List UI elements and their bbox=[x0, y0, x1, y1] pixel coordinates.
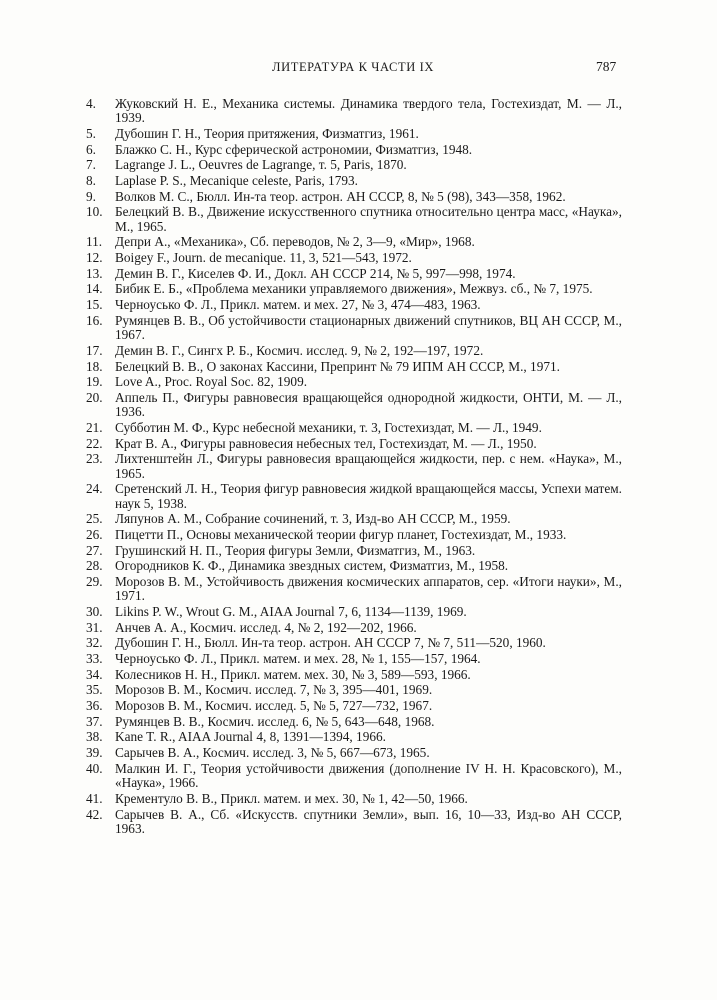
reference-entry bbox=[0, 730, 622, 744]
reference-text: Love A., Proc. Royal Soc. 82, 1909. bbox=[115, 374, 308, 390]
reference-entry bbox=[0, 127, 622, 141]
reference-entry bbox=[0, 512, 622, 526]
reference-entry bbox=[0, 391, 622, 420]
reference-text: Дубошин Г. Н., Теория притяжения, Физматгиз, 1961. bbox=[115, 125, 419, 141]
reference-entry bbox=[0, 421, 622, 435]
reference-text: Демин В. Г., Киселев Ф. И., Докл. АН СССР 214, № 5, 997—998, 1974. bbox=[115, 265, 516, 281]
running-title: ЛИТЕРАТУРА К ЧАСТИ IX bbox=[272, 60, 434, 74]
reference-number: 23. bbox=[86, 451, 103, 467]
reference-number: 34. bbox=[86, 666, 103, 682]
reference-number: 22. bbox=[86, 435, 103, 451]
reference-entry bbox=[0, 746, 622, 760]
reference-number: 29. bbox=[86, 573, 103, 589]
reference-text: Огородников К. Ф., Динамика звездных систем, Физматгиз, М., 1958. bbox=[115, 558, 509, 574]
reference-number: 35. bbox=[86, 682, 103, 698]
reference-text: Морозов В. М., Устойчивость движения космических аппаратов, сер. «Итоги науки», М., 1971. bbox=[115, 573, 622, 604]
reference-entry bbox=[0, 715, 622, 729]
reference-number: 14. bbox=[86, 281, 103, 297]
reference-text: Likins P. W., Wrout G. M., AIAA Journal 7, 6, 1134—1139, 1969. bbox=[115, 603, 467, 619]
reference-text: Крементуло В. В., Прикл. матем. и мех. 30, № 1, 42—50, 1966. bbox=[115, 790, 468, 806]
reference-number: 42. bbox=[86, 806, 103, 822]
reference-text: Малкин И. Г., Теория устойчивости движения (дополнение IV Н. Н. Красовского), М., «Наука», 1966. bbox=[115, 760, 622, 791]
reference-number: 5. bbox=[86, 125, 96, 141]
reference-text: Ляпунов А. М., Собрание сочинений, т. 3, Изд-во АН СССР, М., 1959. bbox=[115, 511, 511, 527]
reference-entry bbox=[0, 559, 622, 573]
reference-text: Черноусько Ф. Л., Прикл. матем. и мех. 27, № 3, 474—483, 1963. bbox=[115, 297, 481, 313]
reference-text: Аппель П., Фигуры равновесия вращающейся однородной жидкости, ОНТИ, М. — Л., 1936. bbox=[115, 389, 622, 420]
reference-text: Сарычев В. А., Космич. исслед. 3, № 5, 667—673, 1965. bbox=[115, 745, 430, 761]
reference-text: Белецкий В. В., Движение искусственного спутника относительно центра масс, «Наука», М., 1965. bbox=[115, 204, 622, 234]
reference-entry bbox=[0, 251, 622, 265]
reference-entry bbox=[0, 143, 622, 157]
reference-entry bbox=[0, 314, 622, 343]
reference-entry bbox=[0, 298, 622, 312]
reference-entry bbox=[0, 158, 622, 172]
reference-entry bbox=[0, 344, 622, 358]
reference-number: 8. bbox=[86, 173, 96, 189]
reference-text: Laplase P. S., Mecanique celeste, Paris, 1793. bbox=[115, 173, 358, 189]
reference-number: 40. bbox=[86, 760, 103, 776]
reference-text: Лихтенштейн Л., Фигуры равновесия вращающейся жидкости, пер. с нем. «Наука», М., 1965. bbox=[115, 451, 622, 481]
reference-number: 36. bbox=[86, 698, 103, 714]
page-header bbox=[0, 60, 717, 80]
reference-number: 12. bbox=[86, 250, 103, 266]
page-number: 787 bbox=[596, 59, 617, 74]
reference-entry bbox=[0, 621, 622, 635]
reference-text: Волков М. С., Бюлл. Ин-та теор. астрон. АН СССР, 8, № 5 (98), 343—358, 1962. bbox=[115, 188, 566, 204]
reference-entry bbox=[0, 792, 622, 806]
reference-text: Грушинский Н. П., Теория фигуры Земли, Физматгиз, М., 1963. bbox=[115, 542, 476, 558]
reference-number: 20. bbox=[86, 389, 103, 405]
reference-entry bbox=[0, 528, 622, 542]
reference-text: Румянцев В. В., Космич. исслед. 6, № 5, 643—648, 1968. bbox=[115, 713, 435, 729]
reference-number: 7. bbox=[86, 157, 96, 173]
reference-entry bbox=[0, 652, 622, 666]
reference-number: 27. bbox=[86, 542, 103, 558]
reference-entry bbox=[0, 235, 622, 249]
reference-entry bbox=[0, 482, 622, 511]
reference-entry bbox=[0, 437, 622, 451]
reference-number: 10. bbox=[86, 204, 103, 220]
reference-entry bbox=[0, 190, 622, 204]
reference-number: 28. bbox=[86, 558, 103, 574]
reference-number: 15. bbox=[86, 297, 103, 313]
reference-text: Boigey F., Journ. de mecanique. 11, 3, 521—543, 1972. bbox=[115, 250, 412, 266]
reference-entry bbox=[0, 668, 622, 682]
reference-entry bbox=[0, 282, 622, 296]
reference-text: Румянцев В. В., Об устойчивости стационарных движений спутников, ВЦ АН СССР, М., 1967. bbox=[115, 312, 622, 343]
reference-number: 21. bbox=[86, 419, 103, 435]
reference-list bbox=[0, 97, 717, 837]
reference-entry bbox=[0, 452, 622, 481]
reference-entry bbox=[0, 174, 622, 188]
reference-number: 6. bbox=[86, 141, 96, 157]
reference-entry bbox=[0, 699, 622, 713]
reference-text: Крат В. А., Фигуры равновесия небесных тел, Гостехиздат, М. — Л., 1950. bbox=[115, 435, 537, 451]
reference-text: Анчев А. А., Космич. исслед. 4, № 2, 192—202, 1966. bbox=[115, 619, 417, 635]
reference-entry bbox=[0, 360, 622, 374]
reference-text: Сретенский Л. Н., Теория фигур равновесия жидкой вращающейся массы, Успехи матем. наук 5, 1938. bbox=[115, 481, 622, 511]
reference-text: Пицетти П., Основы механической теории фигур планет, Гостехиздат, М., 1933. bbox=[115, 526, 567, 542]
reference-entry bbox=[0, 97, 622, 126]
reference-entry bbox=[0, 544, 622, 558]
reference-number: 17. bbox=[86, 342, 103, 358]
reference-number: 19. bbox=[86, 374, 103, 390]
reference-text: Lagrange J. L., Oeuvres de Lagrange, т. 5, Paris, 1870. bbox=[115, 157, 407, 173]
reference-text: Жуковский Н. Е., Механика системы. Динамика твердого тела, Гостехиздат, М. — Л., 1939. bbox=[115, 96, 622, 126]
reference-entry bbox=[0, 808, 622, 837]
reference-number: 38. bbox=[86, 729, 103, 745]
reference-text: Белецкий В. В., О законах Кассини, Препринт № 79 ИПМ АН СССР, М., 1971. bbox=[115, 358, 560, 374]
reference-entry bbox=[0, 267, 622, 281]
reference-entry bbox=[0, 683, 622, 697]
reference-number: 41. bbox=[86, 790, 103, 806]
reference-number: 13. bbox=[86, 265, 103, 281]
reference-text: Черноусько Ф. Л., Прикл. матем. и мех. 28, № 1, 155—157, 1964. bbox=[115, 651, 481, 667]
reference-number: 18. bbox=[86, 358, 103, 374]
reference-entry bbox=[0, 605, 622, 619]
reference-text: Блажко С. Н., Курс сферической астрономии, Физматгиз, 1948. bbox=[115, 141, 473, 157]
reference-text: Депри А., «Механика», Сб. переводов, № 2, 3—9, «Мир», 1968. bbox=[115, 234, 475, 250]
reference-text: Сарычев В. А., Сб. «Искусств. спутники Земли», вып. 16, 10—33, Изд-во АН СССР, 1963. bbox=[115, 806, 622, 836]
reference-number: 33. bbox=[86, 651, 103, 667]
reference-text: Субботин М. Ф., Курс небесной механики, т. 3, Гостехиздат, М. — Л., 1949. bbox=[115, 419, 542, 435]
reference-text: Бибик Е. Б., «Проблема механики управляемого движения», Межвуз. сб., № 7, 1975. bbox=[115, 281, 593, 297]
reference-number: 32. bbox=[86, 635, 103, 651]
reference-number: 26. bbox=[86, 526, 103, 542]
reference-text: Демин В. Г., Сингх Р. Б., Космич. исслед. 9, № 2, 192—197, 1972. bbox=[115, 342, 484, 358]
reference-number: 30. bbox=[86, 603, 103, 619]
reference-number: 31. bbox=[86, 619, 103, 635]
reference-number: 4. bbox=[86, 96, 96, 111]
reference-number: 9. bbox=[86, 188, 96, 204]
reference-text: Kane T. R., AIAA Journal 4, 8, 1391—1394, 1966. bbox=[115, 729, 386, 745]
reference-number: 39. bbox=[86, 745, 103, 761]
reference-entry bbox=[0, 375, 622, 389]
reference-number: 25. bbox=[86, 511, 103, 527]
reference-number: 37. bbox=[86, 713, 103, 729]
reference-text: Дубошин Г. Н., Бюлл. Ин-та теор. астрон. АН СССР 7, № 7, 511—520, 1960. bbox=[115, 635, 546, 651]
reference-text: Колесников Н. Н., Прикл. матем. мех. 30, № 3, 589—593, 1966. bbox=[115, 666, 471, 682]
reference-number: 11. bbox=[86, 234, 103, 250]
reference-entry bbox=[0, 205, 622, 234]
reference-entry bbox=[0, 762, 622, 791]
reference-number: 16. bbox=[86, 312, 103, 328]
reference-entry bbox=[0, 575, 622, 604]
reference-number: 24. bbox=[86, 481, 103, 497]
reference-text: Морозов В. М., Космич. исслед. 7, № 3, 395—401, 1969. bbox=[115, 682, 433, 698]
reference-text: Морозов В. М., Космич. исслед. 5, № 5, 727—732, 1967. bbox=[115, 698, 433, 714]
reference-entry bbox=[0, 636, 622, 650]
